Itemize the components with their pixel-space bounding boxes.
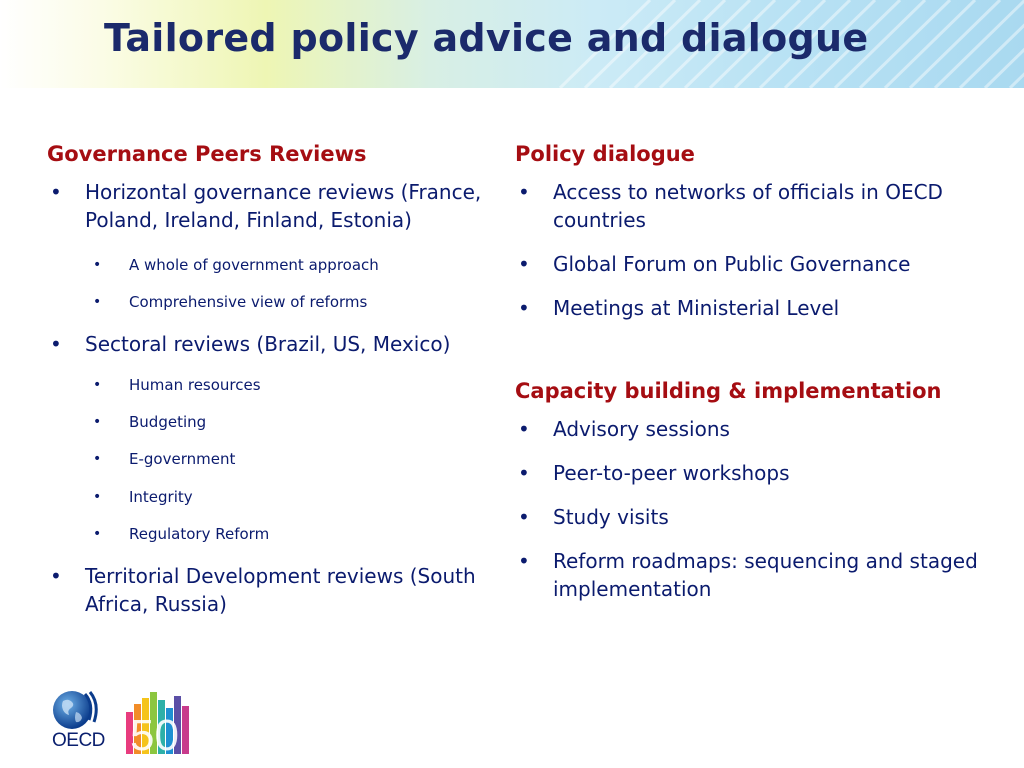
list-item: • Advisory sessions	[515, 415, 1015, 443]
list-item: • Global Forum on Public Governance	[515, 250, 1015, 278]
list-item: • Access to networks of officials in OECD countries	[515, 178, 1015, 234]
list-item: • Sectoral reviews (Brazil, US, Mexico)	[47, 330, 497, 358]
list-item: • Territorial Development reviews (South Africa, Russia)	[47, 562, 497, 618]
section-heading-peer-reviews: Governance Peers Reviews	[47, 142, 367, 166]
list-item: • Meetings at Ministerial Level	[515, 294, 1015, 322]
sub-list-item: • E-government	[47, 448, 497, 470]
section-heading-policy-dialogue: Policy dialogue	[515, 142, 695, 166]
right-column	[515, 140, 1015, 603]
list-item: • Study visits	[515, 503, 1015, 531]
sub-list-item: • Human resources	[47, 374, 497, 396]
fifty-anniversary-mark	[124, 688, 192, 758]
sub-list-item: • Integrity	[47, 486, 497, 508]
sub-list-item: • Comprehensive view of reforms	[47, 291, 497, 313]
left-column	[47, 140, 497, 618]
oecd-50-logo	[52, 688, 192, 758]
fifty-text: 50	[130, 711, 179, 758]
sub-list-item: • A whole of government approach	[47, 254, 497, 276]
oecd-wordmark: OECD	[52, 730, 105, 751]
page-title: Tailored policy advice and dialogue	[104, 16, 869, 60]
list-item: • Horizontal governance reviews (France, Poland, Ireland, Finland, Estonia)	[47, 178, 497, 234]
list-item: • Peer-to-peer workshops	[515, 459, 1015, 487]
list-item: • Reform roadmaps: sequencing and staged implementation	[515, 547, 1015, 603]
globe-icon	[52, 688, 100, 736]
sub-list-item: • Regulatory Reform	[47, 523, 497, 545]
section-heading-capacity-building: Capacity building & implementation	[515, 379, 942, 403]
sub-list-item: • Budgeting	[47, 411, 497, 433]
